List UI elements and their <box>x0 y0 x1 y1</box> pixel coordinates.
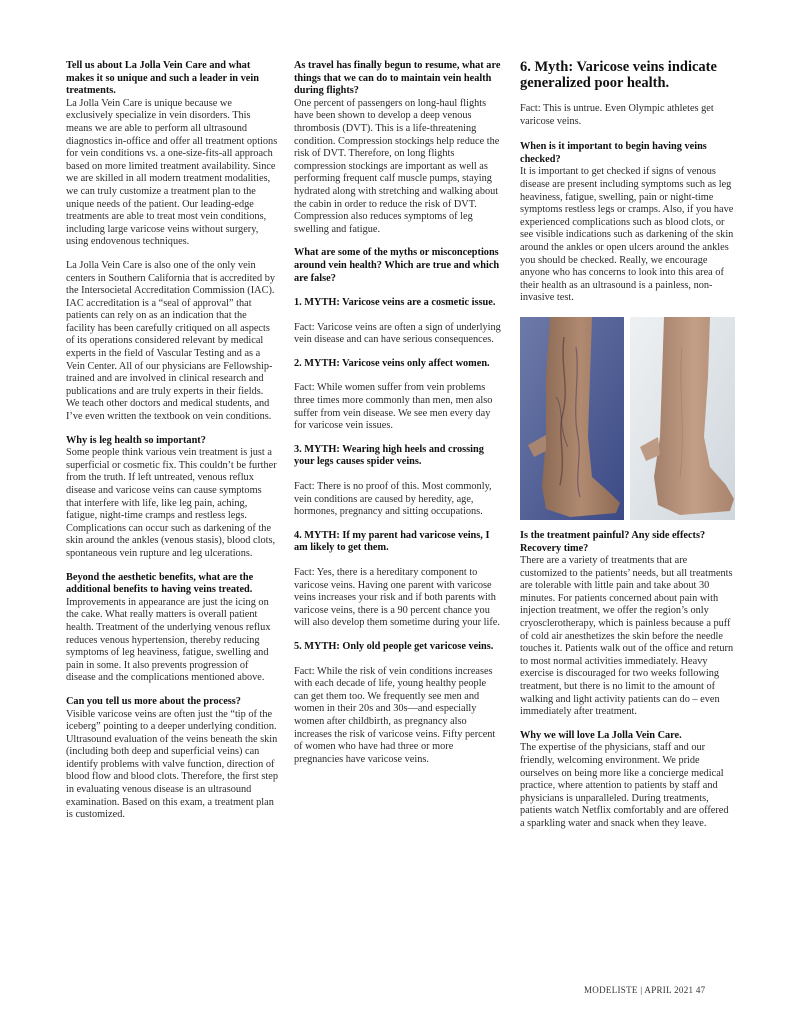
myth-heading: 3. MYTH: Wearing high heels and crossing your legs causes spider veins. <box>294 443 484 468</box>
question-heading: Can you tell us more about the process? <box>66 695 241 707</box>
answer-paragraph: Improvements in appearance are just the icing on the cake. What really matters is overall patient health. Treatment of the underlying venous reflux reduces venous hypertension, thereby reducing symptoms of leg heaviness, fatigue, swelling and pain in some. It also prevents progression of disease and the complications mentioned above. <box>66 596 271 684</box>
myth-heading: 2. MYTH: Varicose veins only affect women. <box>294 357 490 369</box>
answer-paragraph: There are a variety of treatments that are customized to the patients’ needs, but all treatments are tolerable with little pain and take about 30 minutes. For patients concerned about pain with injection treatment, we offer the region’s only cryosclerotherapy, which is painless because a puff of cold air anesthetizes the skin before the needle touches it. Patients walk out of the office and return to most normal activities immediately. Heavy exercise is discouraged for two weeks following treatment, but there is no limit to the amount of walking and light activity patients can do – even immediately after treatment. <box>520 555 734 718</box>
leg-before-after-photo <box>520 317 735 520</box>
myth-heading: 5. MYTH: Only old people get varicose veins. <box>294 640 494 652</box>
question-heading: Is the treatment painful? Any side effects? Recovery time? <box>520 529 706 554</box>
fact-paragraph: Fact: There is no proof of this. Most commonly, vein conditions are caused by heredity, age, hormones, pregnancy and sitting occupations. <box>294 481 492 518</box>
question-heading: Beyond the aesthetic benefits, what are the additional benefits to having veins treated. <box>66 571 254 596</box>
fact-paragraph: Fact: This is untrue. Even Olympic athletes get varicose veins. <box>520 103 714 127</box>
fact-paragraph: Fact: While women suffer from vein problems three times more commonly than men, men also suffer from vein disease. We see men every day for varicose vein issues. <box>294 382 493 432</box>
answer-paragraph: Visible varicose veins are often just the “tip of the iceberg” pointing to a deeper underlying condition. Ultrasound evaluation of the veins beneath the skin (including both deep and superficial veins) can identify problems with valve function, direction of blood flow and blood clots. Therefore, the first step in evaluating venous disease is an ultrasound examination. Based on this exam, a treatment plan is customized. <box>66 708 278 821</box>
answer-paragraph: La Jolla Vein Care is unique because we exclusively specialize in vein disorders. This means we are able to perform all ultrasound diagnostics in-office and offer all treatment options for vein conditions vs. a one-size-fits-all approach based on more limited treatment availability. Since we are skilled in all modern treatment modalities, we can truly customize a treatment plan to the unique needs of the patient. Our leading-edge treatments are able to treat most vein conditions, including large varicose veins without surgery, using endovenous techniques. <box>66 97 278 248</box>
question-heading: What are some of the myths or misconceptions around vein health? Which are true and which are false? <box>294 247 500 284</box>
answer-paragraph: One percent of passengers on long-haul flights have been shown to develop a deep venous thrombosis (DVT). This is a life-threatening condition. Compression stockings help reduce the risk of DVT. Therefore, on long flights compression stockings are important as well as performing frequent calf muscle pumps, staying hydrated along with stretching and walking about the cabin in order to reduce the risk of DVT. Compression also reduces symptoms of leg swelling and fatigue. <box>294 97 500 235</box>
column-middle <box>294 60 502 777</box>
column-right <box>520 60 735 842</box>
question-heading: As travel has finally begun to resume, what are things that we can do to maintain vein health during flights? <box>294 60 501 97</box>
leg-after-photo <box>630 317 735 520</box>
page-footer: MODELISTE | APRIL 2021 47 <box>584 985 706 995</box>
question-heading: Why we will love La Jolla Vein Care. <box>520 729 682 741</box>
myth-heading: 4. MYTH: If my parent had varicose veins, I am likely to get them. <box>294 529 490 554</box>
answer-paragraph: The expertise of the physicians, staff and our friendly, welcoming environment. We pride ourselves on being more like a concierge medical practice, where attention to patients by staff and physicians is unparalleled. During treatments, patients watch Netflix comfortably and are offered a sparkling water and snack when they leave. <box>520 742 729 829</box>
myth-heading: 1. MYTH: Varicose veins are a cosmetic issue. <box>294 297 496 309</box>
column-left <box>66 60 278 833</box>
fact-paragraph: Fact: Yes, there is a hereditary component to varicose veins. Having one parent with varicose veins increases your risk and if both parents with varicose veins, there is a 90 percent chance you will also develop them sometime during your life. <box>294 567 500 629</box>
answer-paragraph: La Jolla Vein Care is also one of the only vein centers in Southern California that is accredited by the Intersocietal Accreditation Commission (IAC). IAC accreditation is a “seal of approval” that patients can rely on as an indication that the facility has been carefully critiqued on all aspects of its operations considered relevant by medical experts in the field of Vascular Testing and as a Vein Center. All of our physicians are Fellowship-trained and are involved in clinical research and publications and are truly experts in their fields. We teach other doctors and medical students, and I’ve even written the textbook on vein conditions. <box>66 259 276 423</box>
answer-paragraph: It is important to get checked if signs of venous disease are present including symptoms such as leg heaviness, fatigue, swelling, pain or night-time symptoms restless legs or cramps. Also, if you have experienced complications such as blood clots, or see visible indications such as darkening of the skin around the ankles or open ulcers around the ankles you should be checked. Really, we encourage anyone who has concerns to look into this area of their health as an ultrasound is a painless, non-invasive test. <box>520 166 734 304</box>
question-heading: Why is leg health so important? <box>66 434 206 446</box>
fact-paragraph: Fact: While the risk of vein conditions increases with each decade of life, young healthy people can get them too. We frequently see men and women in their 20s and 30s—and especially women after childbirth, as pregnancy also increases the risk of varicose veins. Fifty percent of women who have had three or more pregnancies have varicose veins. <box>294 665 496 765</box>
question-heading: When is it important to begin having veins checked? <box>520 141 707 165</box>
answer-paragraph: Some people think various vein treatment is just a superficial or cosmetic fix. This couldn’t be further from the truth. If left untreated, venous reflux disease and varicose veins can cause symptoms that interfere with life, like leg pain, aching, fatigue, night-time cramps and restless legs. Complications can occur such as darkening of the skin around the ankles (venous stasis), blood clots, spontaneous vein rupture and leg ulcerations. <box>66 447 277 559</box>
myth-heading-large: 6. Myth: Varicose veins indicate generalized poor health. <box>520 59 717 91</box>
question-heading: Tell us about La Jolla Vein Care and what makes it so unique and such a leader in vein treatments. <box>66 60 259 97</box>
leg-before-photo <box>520 317 624 520</box>
fact-paragraph: Fact: Varicose veins are often a sign of underlying vein disease and can have serious consequences. <box>294 321 501 346</box>
